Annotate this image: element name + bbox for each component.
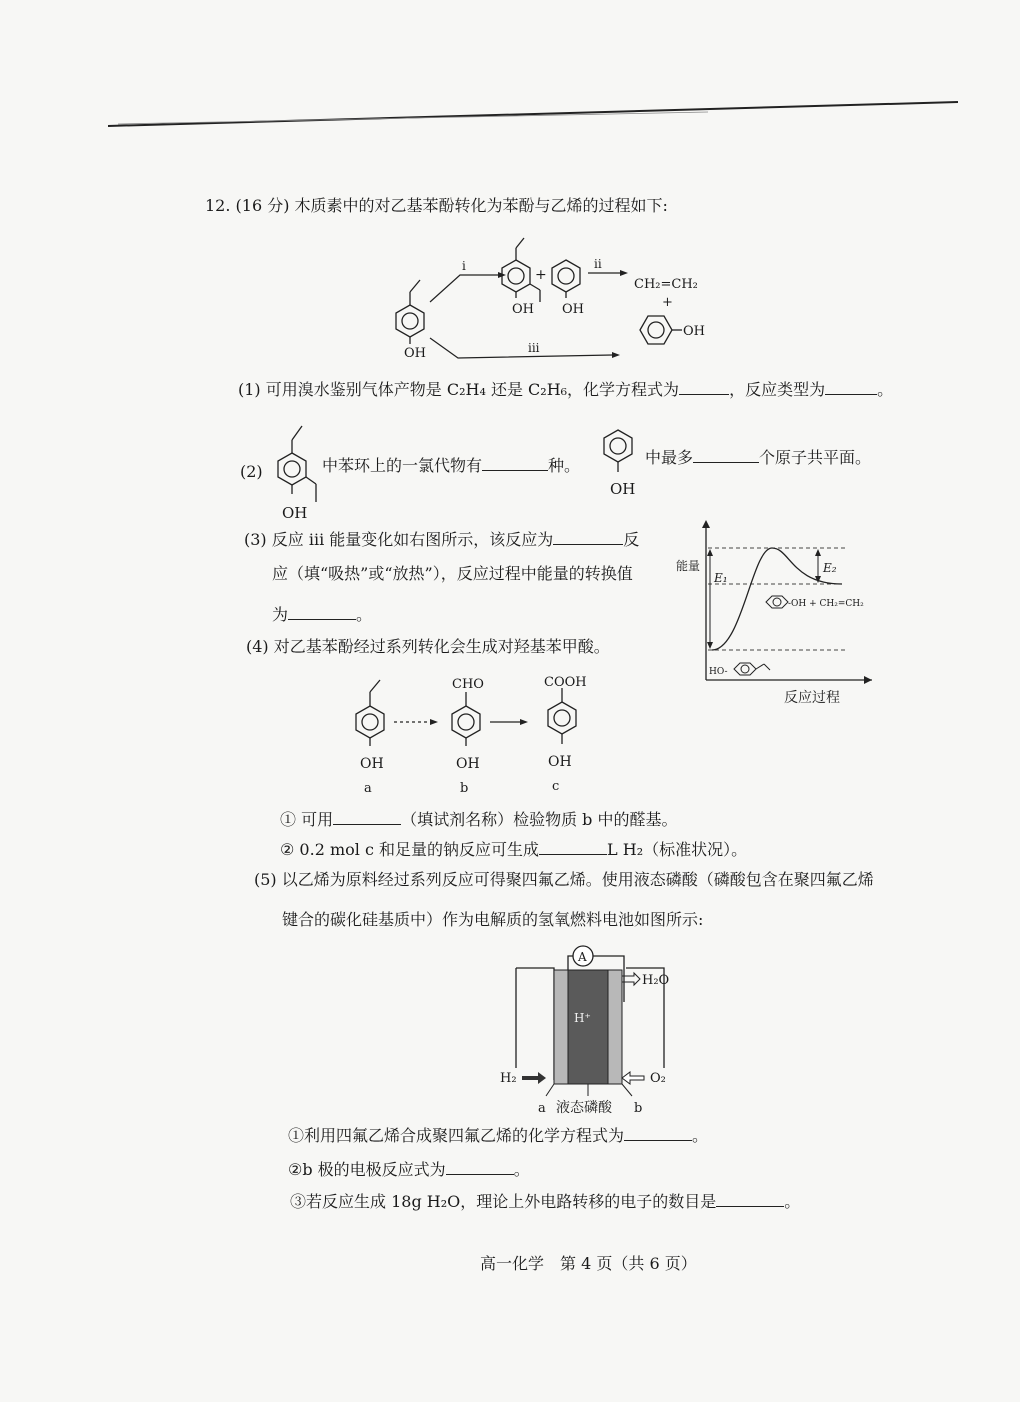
fuel-cell-diagram (498, 940, 688, 1120)
answer-blank[interactable] (679, 380, 729, 395)
part-2-text-2: 中最多 个原子共平面。 (645, 448, 872, 467)
part-4-text: (4) 对乙基苯酚经过系列转化会生成对羟基苯甲酸。 (246, 637, 610, 656)
oh-label-b: OH (456, 756, 480, 772)
answer-blank[interactable] (482, 456, 548, 471)
arrow-i-label: i (462, 259, 466, 273)
label-a: a (364, 781, 372, 796)
question-intro: 12. (16 分) 木质素中的对乙基苯酚转化为苯酚与乙烯的过程如下: (205, 196, 668, 215)
answer-blank[interactable] (539, 840, 607, 855)
electrode-b-label: b (634, 1101, 643, 1116)
arrow-iii-label: iii (528, 341, 540, 355)
answer-blank[interactable] (288, 605, 356, 620)
energy-axis-label: 能量 (676, 559, 701, 573)
part-5-line-2: 键合的碳化硅基质中）作为电解质的氢氧燃料电池如图所示: (282, 910, 704, 929)
oh-label-2: OH (512, 302, 534, 317)
ethylphenol-structure (396, 280, 424, 344)
part-5-q2: ②b 极的电极反应式为 。 (288, 1160, 530, 1179)
cho-label: CHO (452, 677, 484, 692)
answer-blank[interactable] (446, 1160, 514, 1175)
part-3-line-1: (3) 反应 iii 能量变化如右图所示，该反应为 反 (244, 530, 640, 549)
oh-label-4: OH (683, 324, 705, 339)
oxidation-scheme (340, 668, 610, 798)
answer-blank[interactable] (624, 1126, 692, 1141)
water-outlet-label: H₂O (642, 973, 670, 988)
reaction-scheme (380, 230, 720, 365)
part-4-q2: ② 0.2 mol c 和足量的钠反应可生成 L H₂（标准状况）。 (280, 840, 748, 859)
label-c: c (552, 779, 560, 794)
part-5-q3: ③若反应生成 18g H₂O，理论上外电路转移的电子的数目是 。 (290, 1192, 801, 1211)
ethylene-product: CH₂=CH₂ (634, 277, 698, 292)
phenol-structure (552, 260, 580, 298)
electrode-a-label: a (538, 1101, 546, 1116)
top-rule (108, 100, 958, 128)
ammeter-label: A (578, 950, 587, 964)
energy-diagram (672, 518, 877, 713)
phenol-structure-2 (596, 422, 641, 500)
e2-label: E₂ (823, 561, 837, 575)
hydrogen-inlet-label: H₂ (500, 1071, 517, 1086)
hplus-label: H⁺ (574, 1011, 591, 1025)
oh-label-a: OH (360, 756, 384, 772)
label-b: b (460, 781, 469, 796)
answer-blank[interactable] (716, 1192, 784, 1207)
oh-label-1: OH (404, 346, 426, 361)
answer-blank[interactable] (825, 380, 877, 395)
process-axis-label: 反应过程 (784, 690, 840, 706)
plus-sign-1: + (535, 267, 547, 283)
reactant-label: HO- (709, 667, 728, 677)
part-2-text: 中苯环上的一氯代物有 种。 (322, 456, 581, 475)
page-footer: 高一化学 第 4 页（共 6 页） (480, 1254, 697, 1273)
oh-label: OH (282, 504, 308, 522)
oxygen-inlet-label: O₂ (650, 1071, 666, 1086)
oh-label-3: OH (562, 302, 584, 317)
oh-label: OH (610, 480, 636, 498)
plus-sign-2: + (662, 295, 673, 310)
electrolyte-label: 液态磷酸 (556, 1100, 612, 1116)
phenol-product-structure (640, 316, 682, 344)
cooh-label: COOH (544, 675, 587, 690)
part-5-line-1: (5) 以乙烯为原料经过系列反应可得聚四氟乙烯。使用液态磷酸（磷酸包含在聚四氟乙烯 (254, 870, 874, 889)
answer-blank[interactable] (333, 810, 401, 825)
product-label: -OH + CH₂=CH₂ (788, 599, 864, 609)
part-1: (1) 可用溴水鉴别气体产物是 C₂H₄ 还是 C₂H₆，化学方程式为 ，反应类型为 。 (238, 380, 894, 399)
part-2-number: (2) (240, 462, 263, 481)
part-3-line-3: 为 。 (272, 605, 373, 624)
part-3-line-2: 应（填“吸热”或“放热”），反应过程中能量的转换值 (272, 564, 633, 583)
answer-blank[interactable] (693, 448, 759, 463)
arrow-ii-label: ii (594, 257, 602, 271)
answer-blank[interactable] (553, 530, 623, 545)
oh-label-c: OH (548, 754, 572, 770)
part-4-q1: ① 可用 （填试剂名称）检验物质 b 中的醛基。 (280, 810, 678, 829)
e1-label: E₁ (714, 571, 728, 585)
part-5-q1: ①利用四氟乙烯合成聚四氟乙烯的化学方程式为 。 (288, 1126, 709, 1145)
